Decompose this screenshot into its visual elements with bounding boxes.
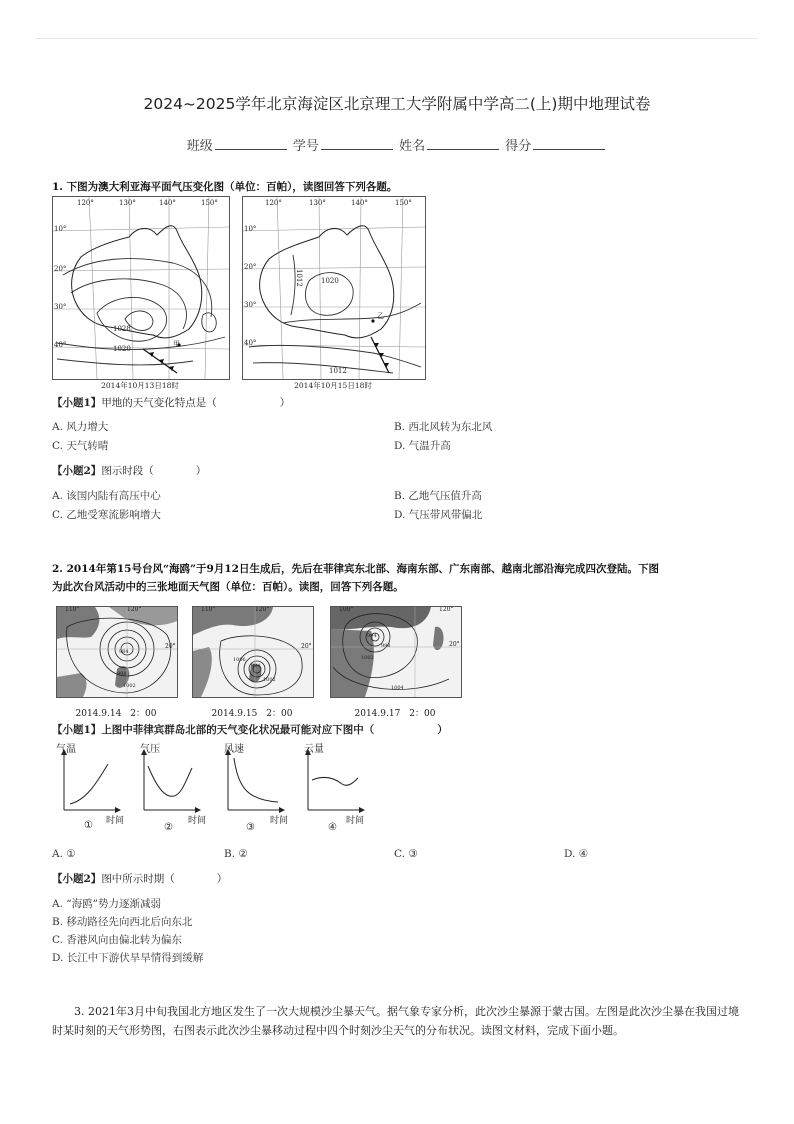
- q2-sub1-option-a[interactable]: A. ①: [52, 848, 76, 860]
- q1-sub2-text: 图示时段（ ）: [101, 465, 207, 477]
- class-label: 班级: [186, 139, 213, 154]
- map2-lat-40: 40°: [244, 339, 257, 347]
- question-1-stem: 1. 下图为澳大利亚海平面气压变化图（单位：百帕），读图回答下列各题。: [52, 181, 398, 193]
- map2-lat-20: 20°: [244, 263, 257, 271]
- q1-sub1: [52, 395, 290, 411]
- q1-sub2-option-d[interactable]: D. 气压带风带偏北: [394, 509, 483, 521]
- typhoon-map-1-caption: 2014.9.14 2：00: [75, 709, 157, 719]
- q2-sub2-option-b[interactable]: B. 移动路径先向西北后向东北: [52, 916, 193, 928]
- tmap2-isobar-1006: 1006: [233, 657, 246, 663]
- q2-sub2-option-d[interactable]: D. 长江中下游伏旱旱情得到缓解: [52, 952, 204, 964]
- tmap3-isobar-998: 998: [381, 643, 391, 649]
- q2-sub1-option-d[interactable]: D. ④: [564, 848, 589, 860]
- q1-sub1-option-b[interactable]: B. 西北风转为东北风: [394, 421, 493, 433]
- map1-lat-40: 40°: [54, 341, 67, 349]
- map2-isobar-1012-b: 1012: [329, 367, 347, 375]
- map2-lat-10: 10°: [244, 225, 257, 233]
- student-id-label: 学号: [292, 139, 319, 154]
- q2-sub1-option-b[interactable]: B. ②: [224, 848, 248, 860]
- map1-lon-140: 140°: [159, 199, 176, 207]
- map2-lon-120: 120°: [265, 199, 282, 207]
- student-id-field[interactable]: [321, 137, 393, 150]
- tmap1-lon-120: 120°: [127, 606, 142, 613]
- q2-sub1-option-c[interactable]: C. ③: [394, 848, 418, 860]
- graph4-ylabel: 云量: [304, 744, 324, 755]
- header-divider: [36, 38, 758, 39]
- tmap1-lat-20: 20°: [165, 643, 176, 650]
- q1-sub2-label: 【小题2】: [52, 465, 102, 477]
- q2-sub2-option-c[interactable]: C. 香港风向由偏北转为偏东: [52, 934, 182, 946]
- q1-sub1-text: 甲地的天气变化特点是（ ）: [101, 397, 291, 409]
- tmap1-isobar-1002: 1002: [123, 683, 136, 689]
- question-2-stem-line1: 2. 2014年第15号台风“海鸥”于9月12日生成后，先后在菲律宾东北部、海南东部、广东南部、越南北部沿海完成四次登陆。下图: [52, 563, 659, 575]
- australia-pressure-map-2: [242, 196, 426, 380]
- map1-lon-120: 120°: [77, 199, 94, 207]
- map1-lat-10: 10°: [54, 225, 67, 233]
- tmap1-lon-110: 110°: [65, 606, 80, 613]
- tmap3-isobar-1002: 1002: [361, 655, 374, 661]
- name-field[interactable]: [427, 137, 499, 150]
- class-field[interactable]: [215, 137, 287, 150]
- question-3-text: 3. 2021年3月中旬我国北方地区发生了一次大规模沙尘暴天气。据气象专家分析，此次沙尘暴源于蒙古国。左图是此次沙尘暴在我国过境时某时刻的天气形势图，右图表示此次沙尘暴移动过程中四个时刻沙尘天气的分布状况。读图文材料，完成下面小题。: [52, 1005, 739, 1037]
- question-2-stem-line2: 为此次台风活动中的三张地面天气图（单位：百帕）。读图，回答下列各题。: [52, 581, 404, 593]
- score-label: 得分: [505, 139, 532, 154]
- tmap3-lon-120: 120°: [439, 606, 454, 613]
- map2-isobar-1012-a: 1012: [295, 269, 303, 287]
- map1-lon-130: 130°: [119, 199, 136, 207]
- tmap3-lat-20: 20°: [449, 641, 460, 648]
- map1-caption: 2014年10月13日18时: [101, 381, 179, 390]
- map1-isobar-1020: 1020: [113, 345, 131, 353]
- map2-lon-130: 130°: [309, 199, 326, 207]
- q1-sub1-label: 【小题1】: [52, 397, 102, 409]
- graph3-xlabel: 时间: [270, 816, 289, 826]
- student-info-fields: [0, 135, 794, 154]
- tmap2-lat-20: 20°: [301, 643, 312, 650]
- q2-sub2: [52, 871, 227, 887]
- q2-sub1: [52, 722, 448, 738]
- typhoon-map-3: [330, 606, 462, 698]
- australia-pressure-map-1: [52, 196, 230, 380]
- tmap2-isobar-1002: 1002: [263, 677, 276, 683]
- tmap1-isobar-998: 998: [117, 671, 127, 677]
- q1-sub2-option-c[interactable]: C. 乙地受寒流影响增大: [52, 509, 161, 521]
- graph1-xlabel: 时间: [106, 816, 125, 826]
- typhoon-map-2-caption: 2014.9.15 2：00: [211, 709, 293, 719]
- q1-sub2-option-b[interactable]: B. 乙地气压值升高: [394, 490, 482, 502]
- tmap3-lon-100: 100°: [339, 606, 354, 613]
- tmap2-lon-110: 110°: [201, 606, 216, 613]
- map2-lon-140: 140°: [351, 199, 368, 207]
- graph3-number: ③: [246, 822, 255, 833]
- tmap3-isobar-994: 994: [367, 633, 377, 639]
- q1-sub1-option-a[interactable]: A. 风力增大: [52, 421, 109, 433]
- typhoon-map-2: [192, 606, 314, 698]
- graph3-ylabel: 风速: [224, 744, 244, 755]
- typhoon-map-1: [56, 606, 178, 698]
- graph2-ylabel: 气压: [140, 744, 160, 755]
- map1-lon-150: 150°: [201, 199, 218, 207]
- map2-isobar-1020: 1020: [321, 277, 339, 285]
- q2-sub1-text: 上图中菲律宾群岛北部的天气变化状况最可能对应下图中（ ）: [101, 724, 448, 736]
- q1-sub1-option-d[interactable]: D. 气温升高: [394, 440, 451, 452]
- typhoon-map-3-caption: 2014.9.17 2：00: [354, 709, 436, 719]
- map2-lat-30: 30°: [244, 301, 257, 309]
- weather-trend-graphs: [56, 740, 366, 840]
- map1-lat-30: 30°: [54, 303, 67, 311]
- map2-caption: 2014年10月15日18时: [294, 381, 372, 390]
- graph1-number: ①: [84, 820, 93, 831]
- q2-sub2-text: 图中所示时期（ ）: [101, 873, 228, 885]
- score-field[interactable]: [533, 137, 605, 150]
- q2-sub2-option-a[interactable]: A. “海鸥”势力逐渐减弱: [52, 898, 161, 910]
- map2-lon-150: 150°: [395, 199, 412, 207]
- graph2-xlabel: 时间: [188, 816, 207, 826]
- graph1-ylabel: 气温: [56, 744, 76, 755]
- map1-isobar-1028: 1028: [113, 325, 131, 333]
- q1-sub2-option-a[interactable]: A. 该国内陆有高压中心: [52, 490, 161, 502]
- tmap3-isobar-1004: 1004: [391, 685, 404, 691]
- graph2-number: ②: [164, 822, 173, 833]
- q1-sub1-option-c[interactable]: C. 天气转晴: [52, 440, 109, 452]
- page-title: 2024~2025学年北京海淀区北京理工大学附属中学高二(上)期中地理试卷: [143, 95, 651, 113]
- tmap2-isobar-994: 994: [251, 663, 261, 669]
- graph4-xlabel: 时间: [346, 816, 365, 826]
- q2-sub1-label: 【小题1】: [52, 724, 102, 736]
- map1-point-jia: 甲: [173, 340, 180, 348]
- q2-sub2-label: 【小题2】: [52, 873, 102, 885]
- map2-point-yi: 乙: [377, 312, 384, 320]
- name-label: 姓名: [399, 139, 426, 154]
- q1-sub2: [52, 463, 206, 479]
- tmap1-isobar-984: 984: [119, 649, 129, 655]
- graph4-number: ④: [328, 822, 337, 833]
- map1-lat-20: 20°: [54, 265, 67, 273]
- tmap2-lon-120: 120°: [255, 606, 270, 613]
